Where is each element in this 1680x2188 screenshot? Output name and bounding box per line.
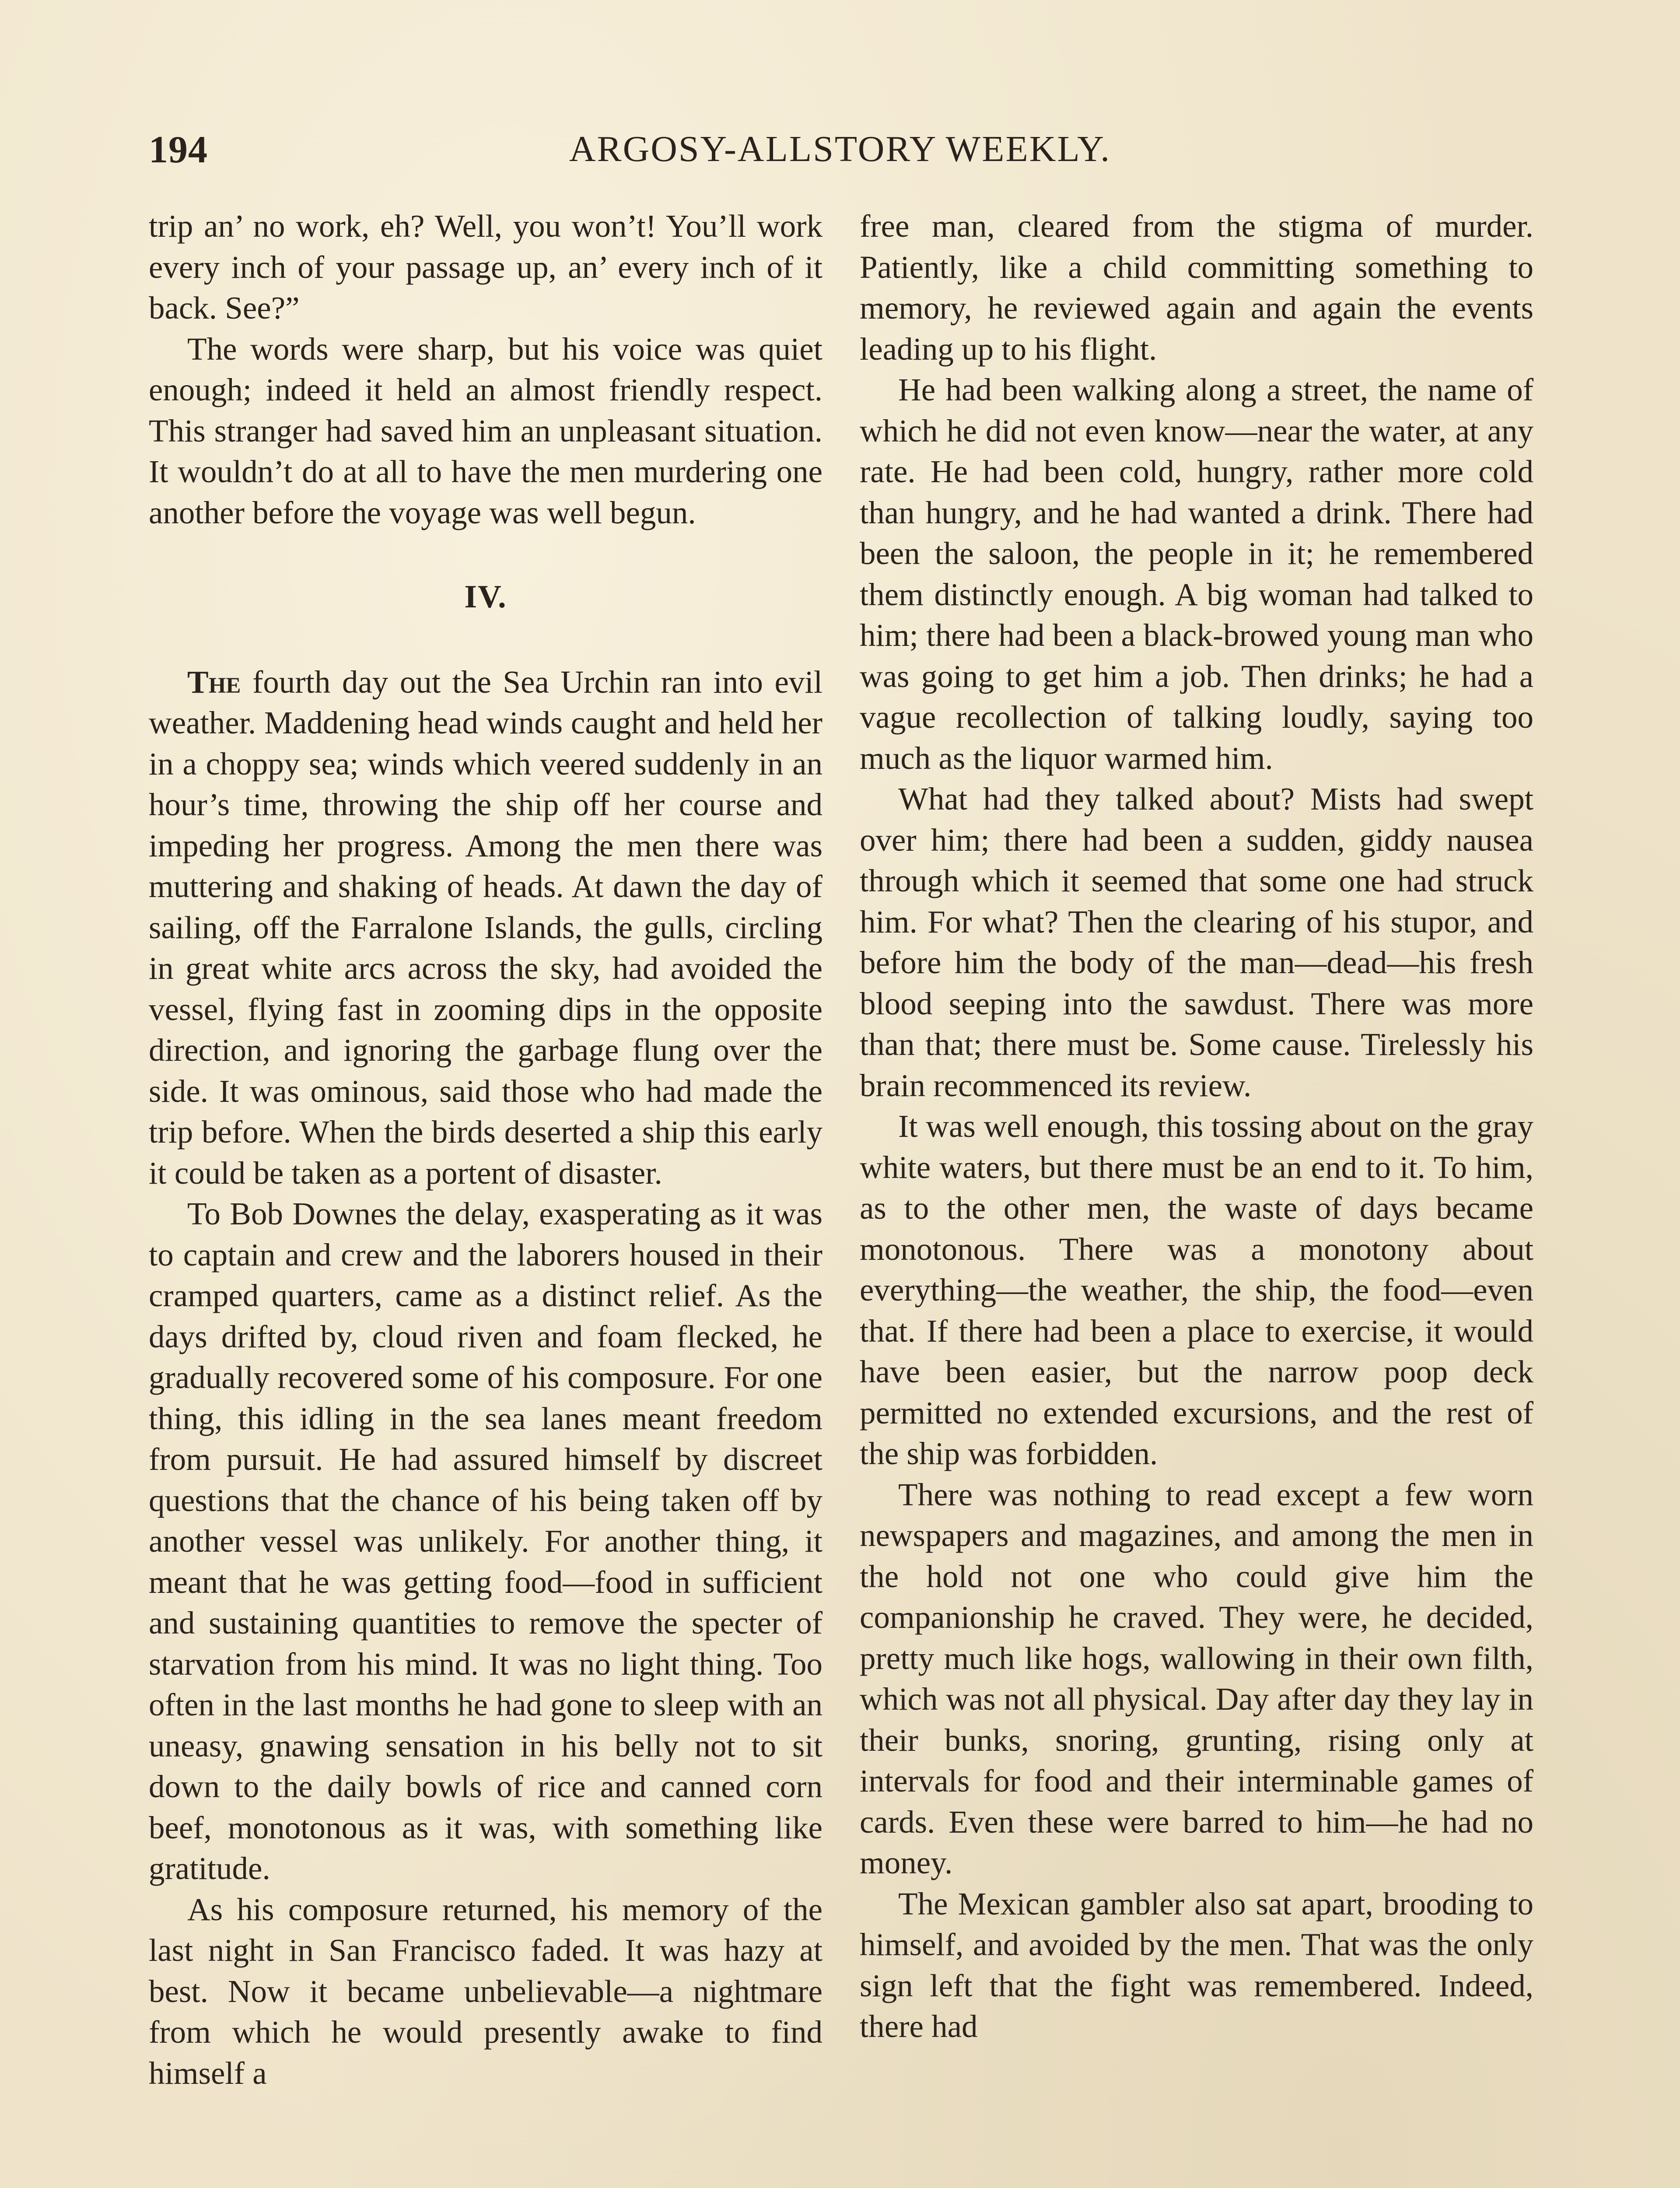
paragraph: To Bob Downes the delay, exasperating as it was to captain and crew and the laborers housed in their cramped quarters, came as a distinct relief. As the days drifted by, cloud riven and foam flecked, he gradually recovered some of his composure. For one thing, this idling in the sea lanes meant freedom from pursuit. He had assured himself by discreet questions that the chance of his being taken off by another vessel was unlikely. For another thing, it meant that he was getting food—food in sufficient and sustaining quantities to remove the specter of starvation from his mind. It was no light thing. Too often in the last months he had gone to sleep with an uneasy, gnawing sensation in his belly not to sit down to the daily bowls of rice and canned corn beef, monotonous as it was, with something like gratitude.: [149, 1196, 822, 1886]
page-number: 194: [149, 129, 208, 171]
paragraph: He had been walking along a street, the name of which he did not even know—near the water, at any rate. He had been cold, hungry, rather more cold than hungry, and he had wanted a drink. There had been the saloon, the people in it; he remembered them distinctly enough. A big woman had talked to him; there had been a black-browed young man who was going to get him a job. Then drinks; he had a vague recollection of talking loudly, saying too much as the liquor warmed him.: [860, 372, 1533, 776]
right-column: [860, 206, 1533, 2047]
paragraph: As his composure returned, his memory of the last night in San Francisco faded. It was hazy at best. Now it became unbelievable—a nightmare from which he would presently awake to find himself a: [149, 1891, 822, 2091]
page-header: [149, 128, 1531, 180]
left-column: [149, 206, 822, 2093]
paragraph: trip an’ no work, eh? Well, you won’t! You’ll work every inch of your passage up, an’ every inch of it back. See?”: [149, 208, 822, 326]
paragraph: [149, 662, 822, 1194]
paragraph: The words were sharp, but his voice was quiet enough; indeed it held an almost friendly respect. This stranger had saved him an unpleasant situation. It wouldn’t do at all to have the men murdering one another before the voyage was well begun.: [149, 331, 822, 530]
paragraph: What had they talked about? Mists had swept over him; there had been a sudden, giddy nausea through which it seemed that some one had struck him. For what? Then the clearing of his stupor, and before him the body of the man—dead—his fresh blood seeping into the sawdust. There was more than that; there must be. Some cause. Tirelessly his brain recommenced its review.: [860, 781, 1533, 1103]
section-heading: IV.: [464, 579, 507, 615]
running-head: ARGOSY-ALLSTORY WEEKLY.: [569, 129, 1111, 169]
paragraph: There was nothing to read except a few worn newspapers and magazines, and among the men in the hold not one who could give him the companionship he craved. They were, he decided, pretty much like hogs, wallowing in their own filth, which was not all physical. Day after day they lay in their bunks, snoring, grunting, rising only at intervals for food and their interminable games of cards. Even these were barred to him—he had no money.: [860, 1476, 1533, 1880]
paragraph-body: fourth day out the Sea Urchin ran into evil weather. Maddening head winds caught and held her in a choppy sea; winds which veered suddenly in an hour’s time, throwing the ship off her course and impeding her progress. Among the men there was muttering and shaking of heads. At dawn the day of sailing, off the Farralone Islands, the gulls, circling in great white arcs across the sky, had avoided the vessel, flying fast in zooming dips in the opposite direction, and ignoring the garbage flung over the side. It was ominous, said those who had made the trip before. When the birds deserted a ship this early it could be taken as a portent of disaster.: [149, 664, 822, 1191]
paragraph: free man, cleared from the stigma of murder. Patiently, like a child committing something to memory, he reviewed again and again the events leading up to his flight.: [860, 208, 1533, 367]
paragraph: The Mexican gambler also sat apart, brooding to himself, and avoided by the men. That was the only sign left that the fight was remembered. Indeed, there had: [860, 1886, 1533, 2044]
drop-lead-word: The: [187, 664, 241, 700]
paragraph: It was well enough, this tossing about on the gray white waters, but there must be an end to it. To him, as to the other men, the waste of days became monotonous. There was a monotony about everything—the weather, the ship, the food—even that. If there had been a place to exercise, it would have been easier, but the narrow poop deck permitted no extended excursions, and the rest of the ship was forbidden.: [860, 1108, 1533, 1471]
